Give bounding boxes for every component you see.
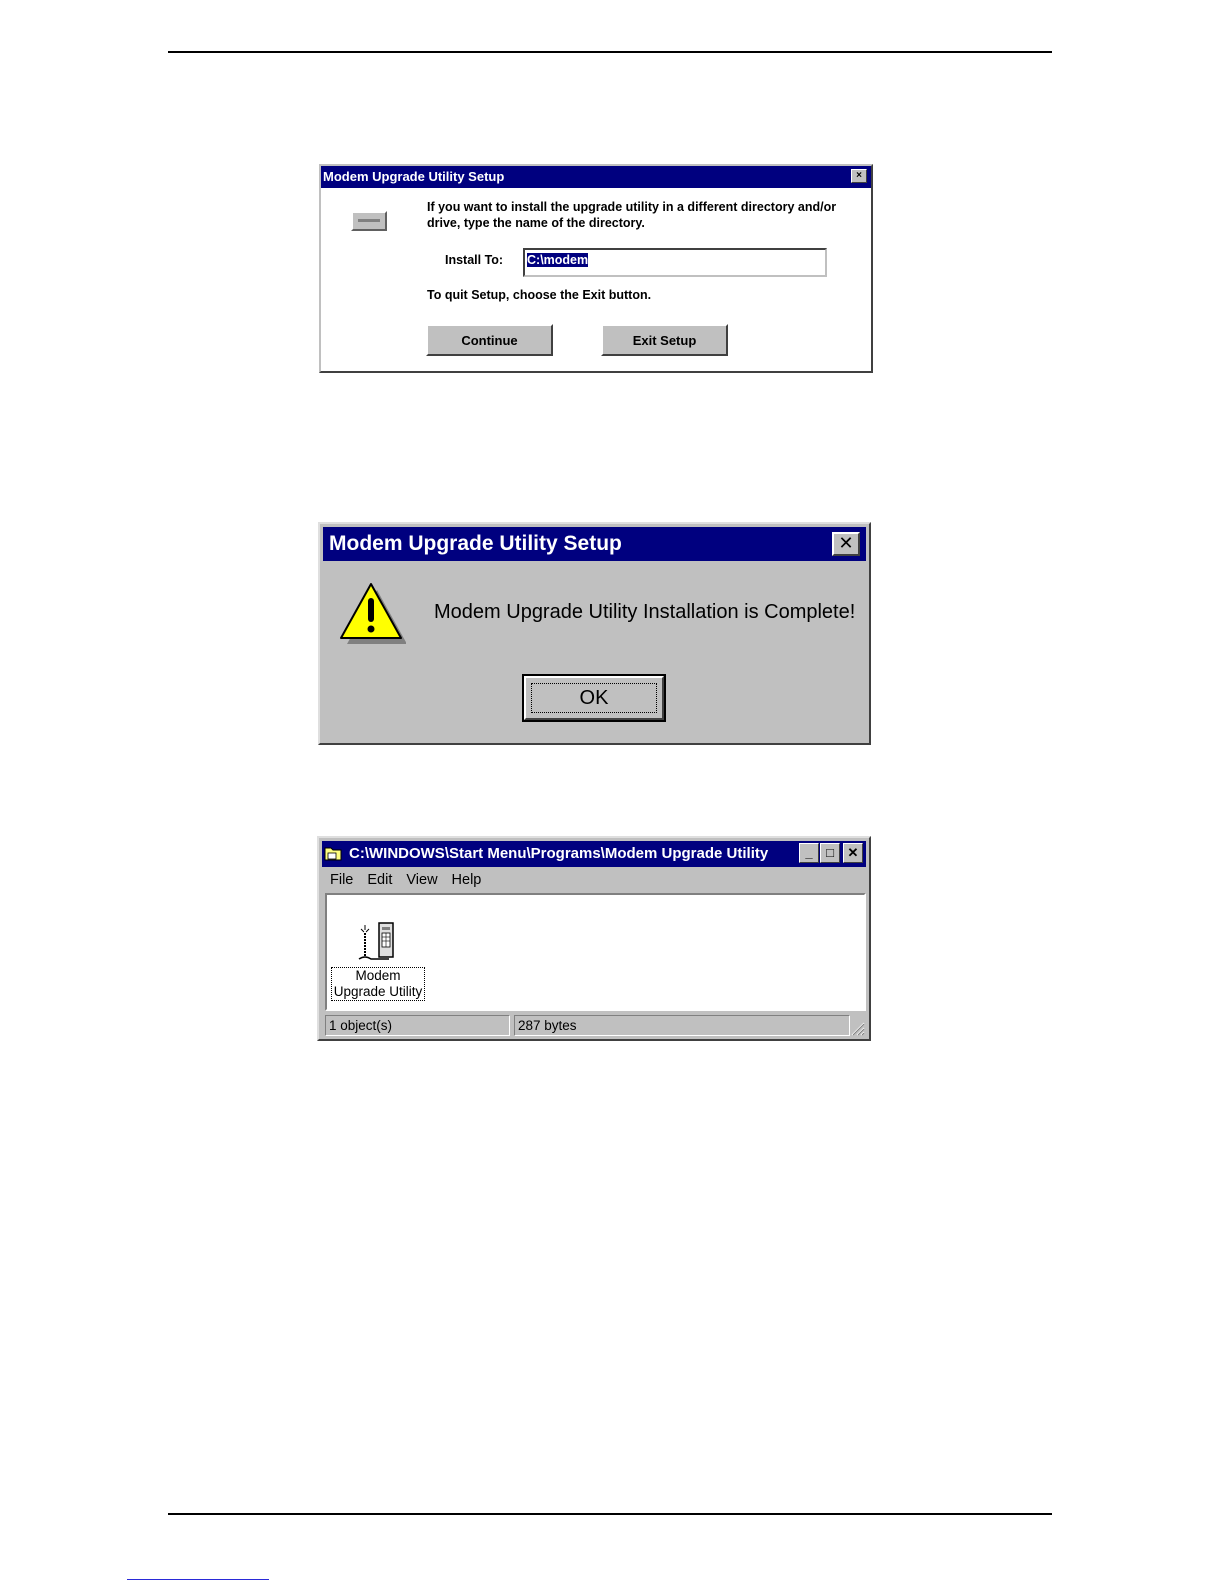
close-icon[interactable]: ✕ bbox=[832, 532, 860, 556]
install-to-label: Install To: bbox=[445, 253, 504, 267]
install-directory-dialog bbox=[319, 164, 873, 373]
ok-button[interactable] bbox=[524, 676, 664, 720]
menu-bar bbox=[323, 869, 488, 891]
continue-button[interactable]: Continue bbox=[426, 324, 553, 356]
maximize-icon[interactable]: □ bbox=[820, 843, 840, 863]
menu-help[interactable]: Help bbox=[451, 872, 482, 888]
install-path-input[interactable] bbox=[523, 248, 827, 277]
installation-complete-dialog bbox=[318, 522, 871, 745]
menu-view[interactable]: View bbox=[406, 872, 438, 888]
folder-content-area bbox=[325, 893, 866, 1011]
install-path-value: C:\modem bbox=[527, 253, 589, 267]
menu-edit[interactable]: Edit bbox=[367, 872, 393, 888]
title-bar bbox=[321, 166, 871, 188]
setup-drive-icon bbox=[351, 211, 387, 231]
status-object-count: 1 object(s) bbox=[325, 1015, 510, 1036]
exit-setup-button[interactable]: Exit Setup bbox=[601, 324, 728, 356]
header-rule bbox=[168, 51, 1052, 53]
completion-message: Modem Upgrade Utility Installation is Complete! bbox=[434, 601, 856, 623]
status-size: 287 bytes bbox=[514, 1015, 850, 1036]
close-icon[interactable]: ✕ bbox=[843, 843, 863, 863]
instruction-text: If you want to install the upgrade utility in a different directory and/or drive, type the name of the directory. bbox=[427, 200, 837, 230]
title-bar bbox=[322, 841, 866, 867]
close-icon[interactable]: × bbox=[851, 169, 867, 183]
program-label-line1: Modem bbox=[355, 968, 401, 983]
program-label-line2: Upgrade Utility bbox=[333, 984, 423, 999]
minimize-icon[interactable]: _ bbox=[799, 843, 819, 863]
ok-button-label: OK bbox=[579, 687, 609, 709]
quit-instruction-text: To quit Setup, choose the Exit button. bbox=[427, 288, 652, 302]
footer-link-underline bbox=[127, 1579, 269, 1580]
window-title: C:\WINDOWS\Start Menu\Programs\Modem Upgrade Utility bbox=[349, 845, 769, 862]
program-folder-window bbox=[317, 836, 871, 1041]
folder-icon bbox=[324, 844, 342, 862]
dialog-title: Modem Upgrade Utility Setup bbox=[329, 532, 622, 555]
title-bar bbox=[323, 527, 866, 561]
resize-grip-icon[interactable] bbox=[849, 1020, 865, 1036]
modem-program-icon[interactable] bbox=[355, 921, 401, 965]
footer-rule bbox=[168, 1513, 1052, 1515]
menu-file[interactable]: File bbox=[330, 872, 354, 888]
program-icon-label[interactable] bbox=[331, 967, 425, 1001]
dialog-title: Modem Upgrade Utility Setup bbox=[323, 169, 505, 184]
warning-icon bbox=[340, 582, 406, 644]
